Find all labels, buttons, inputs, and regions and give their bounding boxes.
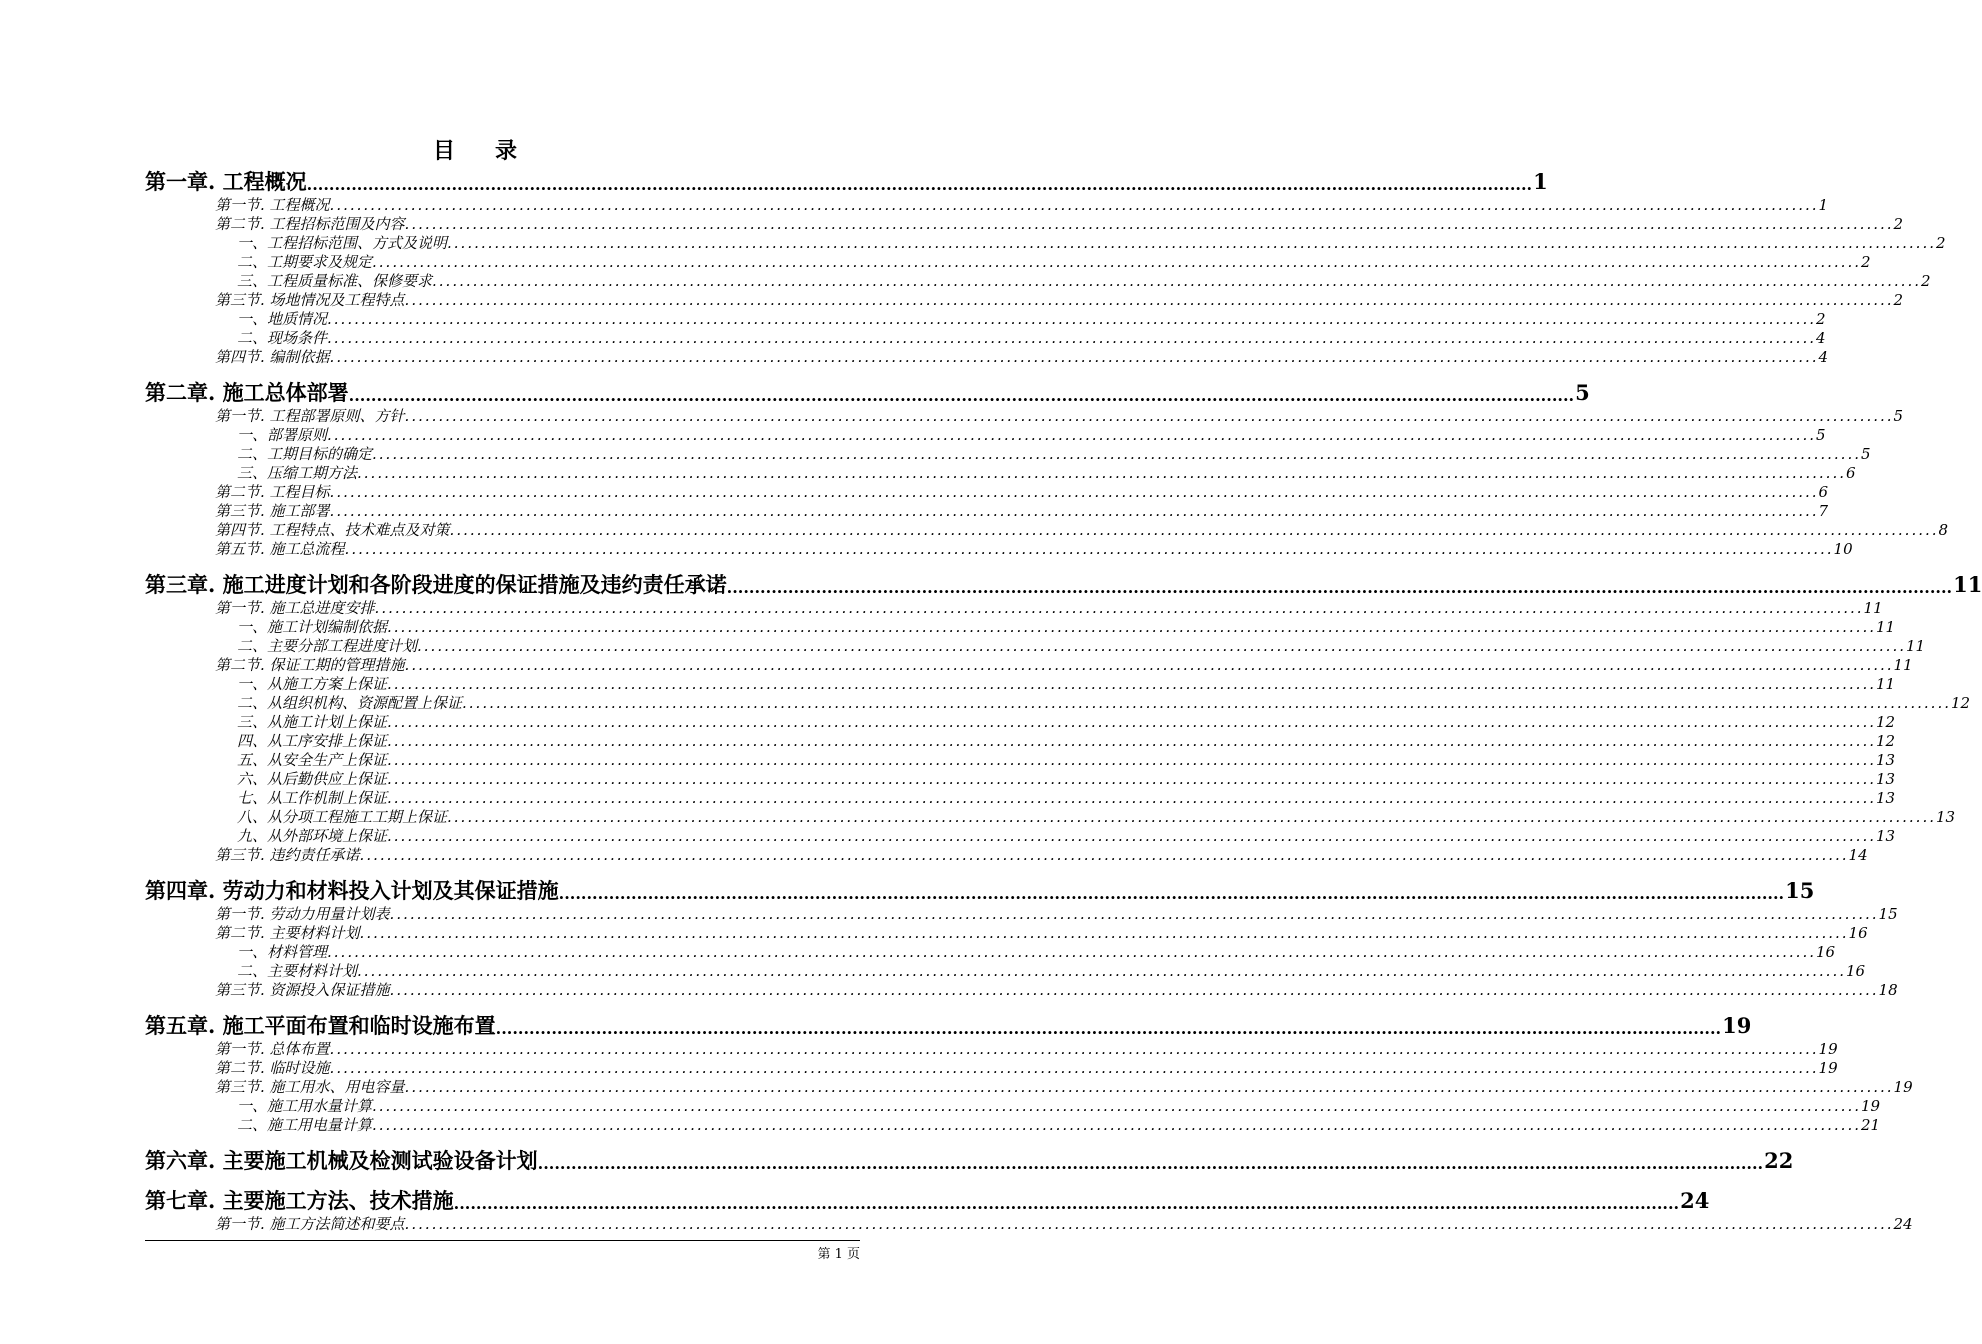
toc-leader-dots: ............................................................................................................................................................................................................................ bbox=[329, 483, 1819, 501]
toc-entry-title: 第六章. 主要施工机械及检测试验设备计划 bbox=[145, 1148, 538, 1173]
toc-page-number: 16 bbox=[1848, 924, 1868, 942]
toc-section-entry[interactable] bbox=[145, 943, 1836, 962]
toc-page-number: 15 bbox=[1785, 878, 1815, 903]
toc-leader-dots: ............................................................................................................................................................................................................................ bbox=[447, 808, 1936, 826]
toc-chapter-entry[interactable] bbox=[145, 571, 1982, 599]
toc-page-number: 24 bbox=[1680, 1188, 1710, 1213]
toc-page-number: 15 bbox=[1878, 905, 1898, 923]
toc-leader-dots: ............................................................................................................................................................................................................................ bbox=[404, 656, 1894, 674]
toc-page-number: 1 bbox=[1533, 169, 1548, 194]
toc-entry-title: 二、主要材料计划 bbox=[237, 962, 358, 980]
toc-leader-dots: ............................................................................................................................................................................................................................ bbox=[327, 943, 1816, 961]
toc-entry-title: 第二节. 工程招标范围及内容 bbox=[215, 215, 405, 233]
toc-leader-dots: ............................................................................................................................................................................................................................ bbox=[558, 884, 1785, 903]
toc-leader-dots: ............................................................................................................................................................................................................................ bbox=[357, 464, 1846, 482]
toc-chapter-entry[interactable] bbox=[145, 1147, 1794, 1175]
toc-section-entry[interactable] bbox=[145, 426, 1826, 445]
toc-section-entry[interactable] bbox=[145, 751, 1896, 770]
toc-page-number: 18 bbox=[1878, 981, 1898, 999]
toc-page-number: 16 bbox=[1816, 943, 1836, 961]
toc-section-entry[interactable] bbox=[145, 905, 1898, 924]
toc-leader-dots: ............................................................................................................................................................................................................................ bbox=[372, 1116, 1861, 1134]
toc-entry-title: 第四节. 工程特点、技术难点及对策 bbox=[215, 521, 450, 539]
toc-leader-dots: ............................................................................................................................................................................................................................ bbox=[329, 196, 1819, 214]
toc-section-entry[interactable] bbox=[145, 789, 1896, 808]
toc-leader-dots: ............................................................................................................................................................................................................................ bbox=[357, 962, 1846, 980]
toc-entry-title: 第一节. 工程部署原则、方针 bbox=[215, 407, 405, 425]
table-of-contents bbox=[145, 168, 1982, 1234]
toc-entry-title: 第三节. 违约责任承诺 bbox=[215, 846, 360, 864]
toc-leader-dots: ............................................................................................................................................................................................................................ bbox=[306, 175, 1533, 194]
toc-section-entry[interactable] bbox=[145, 502, 1829, 521]
toc-entry-title: 第七章. 主要施工方法、技术措施 bbox=[145, 1188, 454, 1213]
toc-entry-title: 第五章. 施工平面布置和临时设施布置 bbox=[145, 1013, 496, 1038]
toc-page-number: 2 bbox=[1936, 234, 1946, 252]
toc-section-entry[interactable] bbox=[145, 310, 1826, 329]
toc-entry-title: 第二章. 施工总体部署 bbox=[145, 380, 349, 405]
toc-chapter-entry[interactable] bbox=[145, 1012, 1752, 1040]
toc-section-entry[interactable] bbox=[145, 1116, 1881, 1135]
toc-entry-title: 第四章. 劳动力和材料投入计划及其保证措施 bbox=[145, 878, 559, 903]
toc-page-number: 1 bbox=[1818, 196, 1829, 214]
toc-entry-title: 第二节. 保证工期的管理措施 bbox=[215, 656, 405, 674]
toc-page-number: 2 bbox=[1816, 310, 1826, 328]
toc-page-number: 19 bbox=[1861, 1097, 1881, 1115]
toc-page-number: 19 bbox=[1722, 1013, 1752, 1038]
toc-leader-dots: ............................................................................................................................................................................................................................ bbox=[449, 521, 1939, 539]
toc-section-entry[interactable] bbox=[145, 808, 1956, 827]
toc-page-number: 22 bbox=[1764, 1148, 1794, 1173]
toc-section-entry[interactable] bbox=[145, 540, 1853, 559]
toc-title bbox=[0, 134, 950, 165]
toc-entry-title: 一、地质情况 bbox=[237, 310, 328, 328]
toc-entry-title: 一、工程招标范围、方式及说明 bbox=[237, 234, 448, 252]
toc-section-entry[interactable] bbox=[145, 1059, 1838, 1078]
toc-leader-dots: ............................................................................................................................................................................................................................ bbox=[417, 637, 1906, 655]
toc-page-number: 5 bbox=[1861, 445, 1871, 463]
toc-section-entry[interactable] bbox=[145, 770, 1896, 789]
toc-leader-dots: ............................................................................................................................................................................................................................ bbox=[344, 540, 1834, 558]
toc-entry-title: 二、主要分部工程进度计划 bbox=[237, 637, 418, 655]
toc-leader-dots: ............................................................................................................................................................................................................................ bbox=[387, 675, 1876, 693]
toc-leader-dots: ............................................................................................................................................................................................................................ bbox=[726, 578, 1953, 597]
toc-entry-title: 三、工程质量标准、保修要求 bbox=[237, 272, 433, 290]
toc-section-entry[interactable] bbox=[145, 483, 1829, 502]
toc-section-entry[interactable] bbox=[145, 445, 1871, 464]
toc-page-number: 2 bbox=[1861, 253, 1871, 271]
toc-leader-dots: ............................................................................................................................................................................................................................ bbox=[389, 905, 1879, 923]
toc-entry-title: 第三节. 施工部署 bbox=[215, 502, 330, 520]
toc-leader-dots: ............................................................................................................................................................................................................................ bbox=[372, 445, 1861, 463]
toc-page-number: 16 bbox=[1846, 962, 1866, 980]
toc-page-number: 13 bbox=[1876, 789, 1896, 807]
toc-page-number: 5 bbox=[1893, 407, 1904, 425]
toc-section-entry[interactable] bbox=[145, 329, 1826, 348]
toc-leader-dots: ............................................................................................................................................................................................................................ bbox=[372, 1097, 1861, 1115]
toc-leader-dots: ............................................................................................................................................................................................................................ bbox=[432, 272, 1921, 290]
toc-entry-title: 第一章. 工程概况 bbox=[145, 169, 307, 194]
toc-section-entry[interactable] bbox=[145, 291, 1904, 310]
toc-page-number: 10 bbox=[1833, 540, 1853, 558]
toc-entry-title: 第五节. 施工总流程 bbox=[215, 540, 345, 558]
toc-page-number: 11 bbox=[1876, 675, 1896, 693]
toc-entry-title: 第一节. 工程概况 bbox=[215, 196, 330, 214]
toc-page-number: 8 bbox=[1938, 521, 1949, 539]
toc-page-number: 4 bbox=[1818, 348, 1829, 366]
toc-page-number: 19 bbox=[1893, 1078, 1913, 1096]
toc-page-number: 19 bbox=[1818, 1040, 1838, 1058]
toc-leader-dots: ............................................................................................................................................................................................................................ bbox=[348, 386, 1575, 405]
toc-page-number: 6 bbox=[1818, 483, 1829, 501]
toc-entry-title: 第二节. 临时设施 bbox=[215, 1059, 330, 1077]
toc-leader-dots: ............................................................................................................................................................................................................................ bbox=[404, 1078, 1894, 1096]
toc-page-number: 2 bbox=[1893, 291, 1904, 309]
toc-section-entry[interactable] bbox=[145, 464, 1856, 483]
toc-leader-dots: ............................................................................................................................................................................................................................ bbox=[404, 1215, 1894, 1233]
toc-page-number: 19 bbox=[1818, 1059, 1838, 1077]
toc-entry-title: 二、施工用电量计算 bbox=[237, 1116, 373, 1134]
toc-section-entry[interactable] bbox=[145, 637, 1926, 656]
toc-leader-dots: ............................................................................................................................................................................................................................ bbox=[495, 1019, 1722, 1038]
toc-entry-title: 一、从施工方案上保证 bbox=[237, 675, 388, 693]
toc-entry-title: 第一节. 劳动力用量计划表 bbox=[215, 905, 390, 923]
toc-page-number: 13 bbox=[1936, 808, 1956, 826]
toc-title-right: 录 bbox=[495, 138, 518, 164]
toc-section-entry[interactable] bbox=[145, 618, 1896, 637]
toc-entry-title: 第二节. 主要材料计划 bbox=[215, 924, 360, 942]
toc-page-number: 13 bbox=[1876, 770, 1896, 788]
toc-section-entry[interactable] bbox=[145, 599, 1883, 618]
toc-entry-title: 二、现场条件 bbox=[237, 329, 328, 347]
toc-leader-dots: ............................................................................................................................................................................................................................ bbox=[327, 329, 1816, 347]
toc-section-entry[interactable] bbox=[145, 348, 1829, 367]
toc-entry-title: 五、从安全生产上保证 bbox=[237, 751, 388, 769]
toc-section-entry[interactable] bbox=[145, 215, 1904, 234]
toc-section-entry[interactable] bbox=[145, 846, 1868, 865]
toc-entry-title: 一、材料管理 bbox=[237, 943, 328, 961]
toc-section-entry[interactable] bbox=[145, 713, 1896, 732]
toc-leader-dots: ............................................................................................................................................................................................................................ bbox=[359, 924, 1849, 942]
toc-section-entry[interactable] bbox=[145, 675, 1896, 694]
toc-leader-dots: ............................................................................................................................................................................................................................ bbox=[404, 291, 1894, 309]
toc-leader-dots: ............................................................................................................................................................................................................................ bbox=[387, 770, 1876, 788]
toc-leader-dots: ............................................................................................................................................................................................................................ bbox=[453, 1194, 1680, 1213]
toc-page-number: 7 bbox=[1818, 502, 1829, 520]
toc-leader-dots: ............................................................................................................................................................................................................................ bbox=[387, 732, 1876, 750]
page-footer: 第 1 页 bbox=[817, 1247, 860, 1262]
toc-leader-dots: ............................................................................................................................................................................................................................ bbox=[387, 713, 1876, 731]
toc-section-entry[interactable] bbox=[145, 407, 1904, 426]
toc-entry-title: 四、从工序安排上保证 bbox=[237, 732, 388, 750]
footer-divider bbox=[145, 1240, 860, 1241]
toc-section-entry[interactable] bbox=[145, 1215, 1913, 1234]
toc-section-entry[interactable] bbox=[145, 694, 1971, 713]
toc-page-number: 13 bbox=[1876, 751, 1896, 769]
toc-page-number: 11 bbox=[1876, 618, 1896, 636]
toc-page-number: 12 bbox=[1951, 694, 1971, 712]
toc-leader-dots: ............................................................................................................................................................................................................................ bbox=[462, 694, 1951, 712]
toc-entry-title: 三、压缩工期方法 bbox=[237, 464, 358, 482]
toc-section-entry[interactable] bbox=[145, 234, 1946, 253]
toc-section-entry[interactable] bbox=[145, 1078, 1913, 1097]
toc-page-number: 12 bbox=[1876, 732, 1896, 750]
toc-section-entry[interactable] bbox=[145, 1040, 1838, 1059]
toc-section-entry[interactable] bbox=[145, 827, 1896, 846]
toc-leader-dots: ............................................................................................................................................................................................................................ bbox=[387, 789, 1876, 807]
toc-title-left: 目 bbox=[432, 138, 455, 164]
toc-chapter-entry[interactable] bbox=[145, 168, 1548, 196]
toc-entry-title: 第三节. 场地情况及工程特点 bbox=[215, 291, 405, 309]
toc-chapter-entry[interactable] bbox=[145, 877, 1815, 905]
toc-page-number: 5 bbox=[1575, 380, 1590, 405]
toc-section-entry[interactable] bbox=[145, 196, 1829, 215]
toc-entry-title: 一、施工计划编制依据 bbox=[237, 618, 388, 636]
toc-leader-dots: ............................................................................................................................................................................................................................ bbox=[537, 1154, 1764, 1173]
toc-entry-title: 二、工期目标的确定 bbox=[237, 445, 373, 463]
toc-leader-dots: ............................................................................................................................................................................................................................ bbox=[447, 234, 1936, 252]
toc-entry-title: 第三章. 施工进度计划和各阶段进度的保证措施及违约责任承诺 bbox=[145, 572, 727, 597]
toc-page-number: 14 bbox=[1848, 846, 1868, 864]
toc-page-number: 2 bbox=[1893, 215, 1904, 233]
toc-section-entry[interactable] bbox=[145, 924, 1868, 943]
toc-entry-title: 第三节. 施工用水、用电容量 bbox=[215, 1078, 405, 1096]
toc-page-number: 11 bbox=[1863, 599, 1883, 617]
toc-entry-title: 第四节. 编制依据 bbox=[215, 348, 330, 366]
toc-section-entry[interactable] bbox=[145, 981, 1898, 1000]
toc-leader-dots: ............................................................................................................................................................................................................................ bbox=[374, 599, 1864, 617]
toc-leader-dots: ............................................................................................................................................................................................................................ bbox=[387, 618, 1876, 636]
toc-page-number: 21 bbox=[1861, 1116, 1881, 1134]
toc-leader-dots: ............................................................................................................................................................................................................................ bbox=[329, 502, 1819, 520]
toc-leader-dots: ............................................................................................................................................................................................................................ bbox=[387, 751, 1876, 769]
toc-entry-title: 八、从分项工程施工工期上保证 bbox=[237, 808, 448, 826]
toc-leader-dots: ............................................................................................................................................................................................................................ bbox=[404, 215, 1894, 233]
toc-leader-dots: ............................................................................................................................................................................................................................ bbox=[329, 348, 1819, 366]
toc-entry-title: 七、从工作机制上保证 bbox=[237, 789, 388, 807]
toc-leader-dots: ............................................................................................................................................................................................................................ bbox=[404, 407, 1894, 425]
toc-entry-title: 第三节. 资源投入保证措施 bbox=[215, 981, 390, 999]
toc-page-number: 11 bbox=[1893, 656, 1913, 674]
toc-page-number: 4 bbox=[1816, 329, 1826, 347]
toc-entry-title: 九、从外部环境上保证 bbox=[237, 827, 388, 845]
toc-section-entry[interactable] bbox=[145, 962, 1866, 981]
toc-page-number: 11 bbox=[1906, 637, 1926, 655]
toc-section-entry[interactable] bbox=[145, 272, 1931, 291]
toc-leader-dots: ............................................................................................................................................................................................................................ bbox=[387, 827, 1876, 845]
toc-page-number: 24 bbox=[1893, 1215, 1913, 1233]
toc-leader-dots: ............................................................................................................................................................................................................................ bbox=[389, 981, 1879, 999]
toc-entry-title: 第一节. 施工总进度安排 bbox=[215, 599, 375, 617]
toc-page-number: 2 bbox=[1921, 272, 1931, 290]
toc-entry-title: 一、施工用水量计算 bbox=[237, 1097, 373, 1115]
toc-entry-title: 第一节. 总体布置 bbox=[215, 1040, 330, 1058]
toc-entry-title: 第二节. 工程目标 bbox=[215, 483, 330, 501]
toc-section-entry[interactable] bbox=[145, 656, 1913, 675]
toc-entry-title: 三、从施工计划上保证 bbox=[237, 713, 388, 731]
toc-section-entry[interactable] bbox=[145, 1097, 1881, 1116]
toc-chapter-entry[interactable] bbox=[145, 379, 1590, 407]
toc-leader-dots: ............................................................................................................................................................................................................................ bbox=[329, 1059, 1819, 1077]
toc-section-entry[interactable] bbox=[145, 732, 1896, 751]
toc-leader-dots: ............................................................................................................................................................................................................................ bbox=[372, 253, 1861, 271]
toc-page-number: 11 bbox=[1953, 572, 1982, 597]
toc-chapter-entry[interactable] bbox=[145, 1187, 1710, 1215]
toc-page-number: 6 bbox=[1846, 464, 1856, 482]
toc-page-number: 13 bbox=[1876, 827, 1896, 845]
toc-entry-title: 二、工期要求及规定 bbox=[237, 253, 373, 271]
toc-entry-title: 一、部署原则 bbox=[237, 426, 328, 444]
toc-leader-dots: ............................................................................................................................................................................................................................ bbox=[327, 310, 1816, 328]
toc-section-entry[interactable] bbox=[145, 253, 1871, 272]
toc-section-entry[interactable] bbox=[145, 521, 1949, 540]
toc-page-number: 5 bbox=[1816, 426, 1826, 444]
toc-leader-dots: ............................................................................................................................................................................................................................ bbox=[327, 426, 1816, 444]
toc-entry-title: 第一节. 施工方法简述和要点 bbox=[215, 1215, 405, 1233]
toc-entry-title: 二、从组织机构、资源配置上保证 bbox=[237, 694, 463, 712]
toc-page-number: 12 bbox=[1876, 713, 1896, 731]
toc-leader-dots: ............................................................................................................................................................................................................................ bbox=[329, 1040, 1819, 1058]
toc-leader-dots: ............................................................................................................................................................................................................................ bbox=[359, 846, 1849, 864]
toc-entry-title: 六、从后勤供应上保证 bbox=[237, 770, 388, 788]
